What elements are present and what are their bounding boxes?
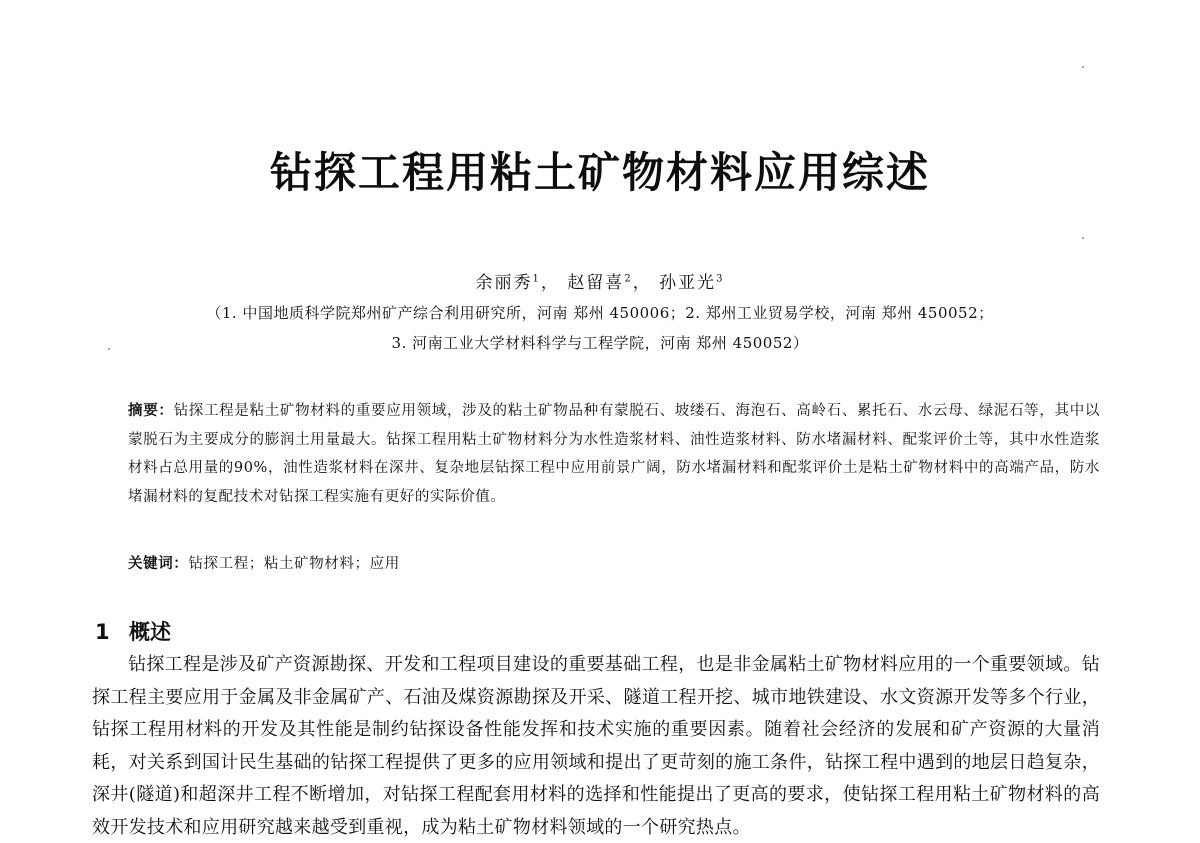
paper-title: 钻探工程用粘土矿物材料应用综述 — [269, 148, 930, 197]
section-number: 1 — [95, 620, 110, 644]
section-heading — [95, 616, 171, 646]
affiliation-line-1: （1. 中国地质科学院郑州矿产综合利用研究所，河南 郑州 450006；2. 郑州工业贸易学校，河南 郑州 450052； — [206, 304, 994, 322]
author-separator: ， — [540, 273, 560, 293]
author-name: 孙亚光 — [659, 273, 717, 293]
author-name: 赵留喜 — [567, 273, 625, 293]
author-line — [0, 268, 1200, 293]
keywords-label: 关键词： — [128, 556, 189, 572]
affiliation-line-2: 3. 河南工业大学材料科学与工程学院，河南 郑州 450052） — [391, 334, 809, 352]
author-affiliation-mark: 1 — [532, 273, 541, 285]
scan-speck — [1082, 66, 1084, 68]
author-name: 余丽秀 — [475, 273, 533, 293]
scan-speck — [108, 348, 110, 350]
keywords-text: 钻探工程；粘土矿物材料；应用 — [188, 556, 400, 572]
abstract-text: 钻探工程是粘土矿物材料的重要应用领域，涉及的粘土矿物品种有蒙脱石、坡缕石、海泡石、高岭石、累托石、水云母、绿泥石等，其中以蒙脱石为主要成分的膨润土用量最大。钻探工程用粘土矿物材料分为水性造浆材料、油性造浆材料、防水堵漏材料、配浆评价土等，其中水性造浆材料占总用量的90%，油性造浆材料在深井、复杂地层钻探工程中应用前景广阔，防水堵漏材料和配浆评价土是粘土矿物材料中的高端产品，防水堵漏材料的复配技术对钻探工程实施有更好的实际价值。 — [128, 403, 1100, 505]
abstract-label: 摘要： — [128, 403, 174, 419]
abstract — [128, 397, 1100, 511]
author-affiliation-mark: 3 — [716, 273, 725, 285]
author-affiliation-mark: 2 — [624, 273, 633, 285]
scan-speck — [1082, 237, 1084, 239]
body-paragraph: 钻探工程是涉及矿产资源勘探、开发和工程项目建设的重要基础工程，也是非金属粘土矿物材料应用的一个重要领域。钻探工程主要应用于金属及非金属矿产、石油及煤资源勘探及开采、隧道工程开挖、城市地铁建设、水文资源开发等多个行业，钻探工程用材料的开发及其性能是制约钻探设备性能发挥和技术实施的重要因素。随着社会经济的发展和矿产资源的大量消耗，对关系到国计民生基础的钻探工程提供了更多的应用领域和提出了更苛刻的施工条件，钻探工程中遇到的地层日趋复杂，深井(隧道)和超深井工程不断增加，对钻探工程配套用材料的选择和性能提出了更高的要求，使钻探工程用粘土矿物材料的高效开发技术和应用研究越来越受到重视，成为粘土矿物材料领域的一个研究热点。 — [92, 654, 1100, 838]
keywords — [128, 552, 1100, 573]
author-separator: ， — [632, 273, 652, 293]
section-title: 概述 — [129, 620, 171, 644]
